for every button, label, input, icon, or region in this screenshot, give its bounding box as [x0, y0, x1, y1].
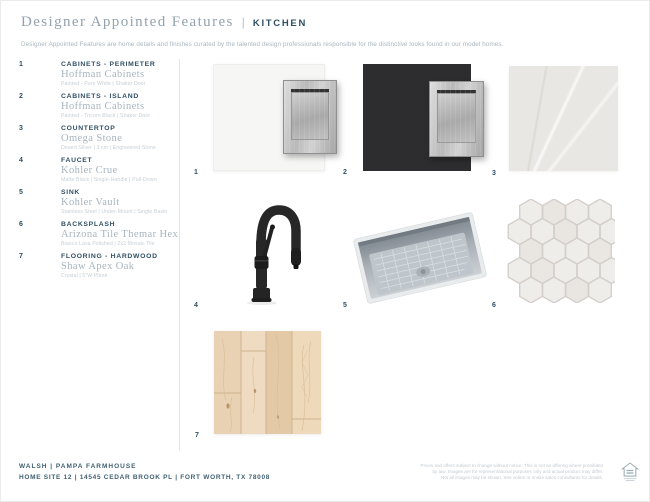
backsplash-tile-image: [507, 199, 615, 303]
gallery-number: 3: [492, 170, 496, 177]
feature-number: 2: [19, 93, 23, 100]
disclaimer-line: Prices and offers subject to change without notice. This is not an offering where prohibited: [420, 463, 603, 468]
footer-left: [19, 463, 270, 481]
footer-address-line: HOME SITE 12 | 14545 CEDAR BROOK PL | FORT WORTH, TX 78008: [19, 474, 271, 481]
feature-product: Kohler Crue: [61, 165, 118, 176]
feature-number: 4: [19, 157, 23, 164]
feature-details: Painted - Pure White | Shaker Door: [61, 81, 146, 87]
feature-product: Arizona Tile Themar Hex: [61, 229, 179, 240]
gallery-number: 5: [343, 302, 347, 309]
sink-image: [349, 209, 491, 307]
feature-number: 6: [19, 221, 23, 228]
feature-category: BACKSPLASH: [61, 221, 116, 228]
feature-category: FAUCET: [61, 157, 93, 164]
gallery-number: 4: [194, 302, 198, 309]
feature-product: Shaw Apex Oak: [61, 261, 135, 272]
feature-item: [19, 61, 177, 93]
feature-number: 3: [19, 125, 23, 132]
feature-category: CABINETS - ISLAND: [61, 93, 139, 100]
feature-number: 1: [19, 61, 23, 68]
flooring-image: [214, 331, 321, 434]
feature-product: Hoffman Cabinets: [61, 69, 145, 80]
feature-item: [19, 125, 177, 157]
page-title: Designer Appointed Features: [21, 14, 234, 30]
door-panel: [291, 89, 328, 140]
feature-item: [19, 93, 177, 125]
page-subtitle: Designer Appointed Features are home details and finishes curated by the talented design professionals responsible for the distinctive looks found in our model homes.: [21, 41, 504, 48]
feature-item: [19, 221, 177, 253]
feature-item: [19, 157, 177, 189]
faucet-image: [239, 198, 307, 306]
feature-details: Desert Silver | 3 cm | Engineered Stone: [61, 145, 156, 151]
disclaimer-line: Not all images may be shown. See online or onsite sales consultants for details.: [440, 474, 603, 480]
feature-details: Stainless Steel | Under-Mount | Single Basin: [61, 209, 168, 215]
gallery-number: 2: [343, 169, 347, 176]
feature-number: 7: [19, 253, 23, 260]
feature-item: [19, 253, 177, 285]
footer-project-line: WALSH | PAMPA FARMHOUSE: [19, 463, 137, 470]
swatch-countertop: [509, 66, 618, 171]
divider-line: [179, 59, 180, 451]
cabinet-door-image: [429, 81, 484, 157]
gallery-number: 1: [194, 169, 198, 176]
feature-number: 5: [19, 189, 23, 196]
equal-housing-icon: [621, 461, 639, 483]
feature-product: Hoffman Cabinets: [61, 101, 145, 112]
feature-product: Kohler Vault: [61, 197, 120, 208]
gallery-number: 7: [195, 432, 199, 439]
features-list: [19, 61, 177, 285]
header: [21, 14, 307, 31]
footer-disclaimer: [420, 463, 603, 480]
door-panel: [437, 90, 475, 143]
feature-category: CABINETS - PERIMETER: [61, 61, 156, 68]
feature-details: Bianco Lasa Polished | 2x2 Mosaic Tile: [61, 241, 155, 247]
title-separator: |: [241, 15, 245, 29]
disclaimer-line: by law. Images are for representational purposes only and actual product may differ.: [432, 468, 603, 474]
feature-details: Matte Black | Single-Handle | Pull-Down: [61, 177, 157, 183]
feature-details: Crystal | 5"W Plank: [61, 273, 108, 279]
feature-category: COUNTERTOP: [61, 125, 116, 132]
feature-category: FLOORING - HARDWOOD: [61, 253, 158, 260]
feature-item: [19, 189, 177, 221]
cabinet-door-image: [283, 80, 337, 154]
gallery-number: 6: [492, 302, 496, 309]
feature-category: SINK: [61, 189, 81, 196]
feature-details: Painted - Tricorn Black | Shaker Door: [61, 113, 151, 119]
section-label: KITCHEN: [252, 18, 308, 29]
feature-product: Omega Stone: [61, 133, 123, 144]
